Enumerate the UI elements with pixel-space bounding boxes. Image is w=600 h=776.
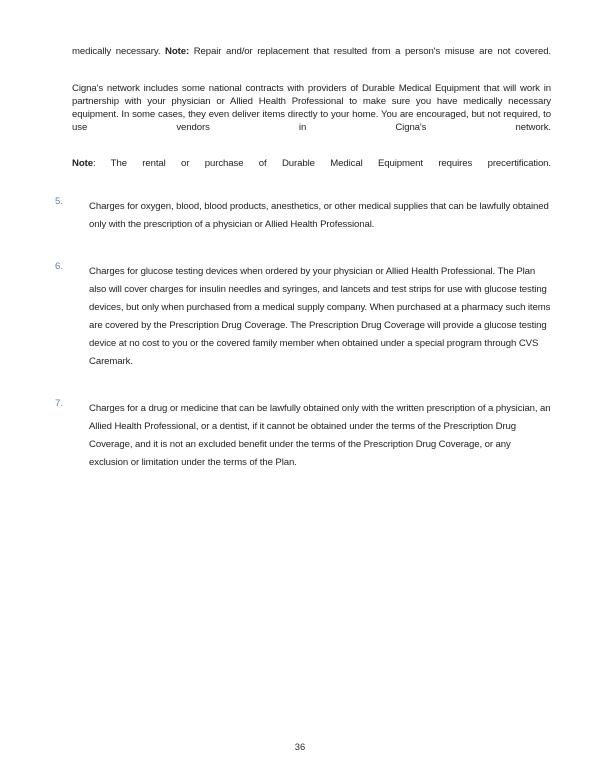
paragraph-note-precertification-label: Note — [72, 158, 93, 170]
list-item-text-6: Charges for glucose testing devices when ordered by your physician or Allied Health Professional. The Plan also will cover charges for insulin needles and syringes, and lancets and test strips for use with glucose testing devices, but only when purchased from a medical supply company. When purchased at a pharmacy such items are covered by the Prescription Drug Coverage. The Prescription Drug Coverage will provide a glucose testing device at no cost to you or the covered family member when obtained under a special program through CVS Caremark. — [89, 266, 551, 368]
list-item — [55, 398, 551, 488]
list-item — [55, 261, 551, 387]
page-number: 36 — [294, 741, 306, 752]
list-item-text-5: Charges for oxygen, blood, blood products, anesthetics, or other medical supplies that can be lawfully obtained only with the prescription of a physician or Allied Health Professional. — [89, 201, 549, 231]
paragraph-note-precertification — [72, 158, 551, 184]
list-item-marker-5: 5. — [55, 196, 64, 208]
numbered-benefit-list — [55, 196, 551, 488]
page-content — [55, 46, 551, 488]
paragraph-misuse-body: Repair and/or replacement that resulted from a person's misuse are not covered. — [189, 46, 551, 57]
paragraph-misuse-note-label: Note: — [165, 46, 190, 57]
paragraph-misuse-prefix: medically necessary. — [72, 46, 166, 57]
list-item-marker-6: 6. — [55, 261, 64, 273]
list-item-marker-7: 7. — [55, 398, 64, 410]
paragraph-cigna-network — [72, 83, 551, 148]
paragraph-cigna-network-body: Cigna's network includes some national contracts with providers of Durable Medical Equipment that will work in partnership with your physician or Allied Health Professional to make sure you have medically necessary equipment. In some cases, they even deliver items directly to your home. You are encouraged, but not required, to use vendors in Cigna's network. — [72, 82, 551, 133]
list-item — [55, 196, 551, 250]
paragraph-note-precertification-body: : The rental or purchase of Durable Medical Equipment requires precertification. — [92, 158, 551, 170]
paragraph-misuse — [72, 46, 551, 72]
list-item-text-7: Charges for a drug or medicine that can be lawfully obtained only with the written prescription of a physician, an Allied Health Professional, or a dentist, if it cannot be obtained under the terms of the Prescription Drug Coverage, and it is not an excluded benefit under the terms of the Prescription Drug Coverage, or any exclusion or limitation under the terms of the Plan. — [89, 403, 551, 469]
